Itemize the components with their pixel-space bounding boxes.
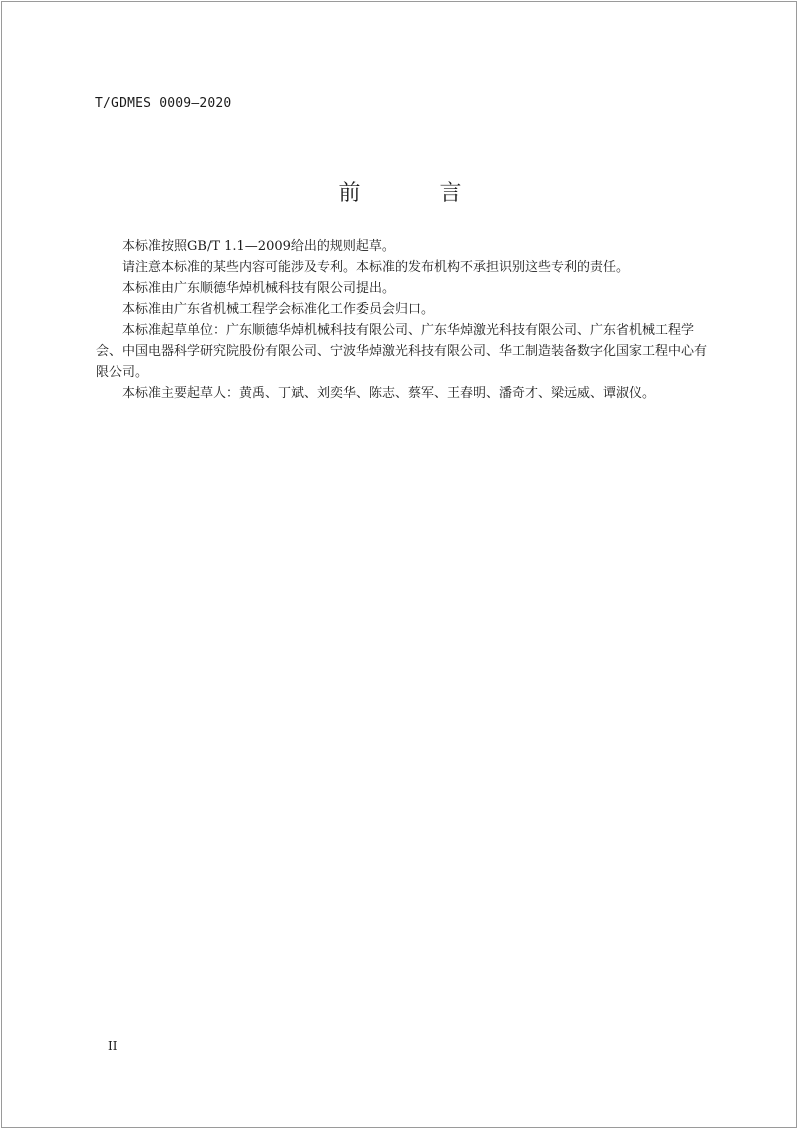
page-border bbox=[1, 1, 797, 1128]
paragraph-centralized-by: 本标准由广东省机械工程学会标准化工作委员会归口。 bbox=[122, 302, 435, 317]
standard-code: T/GDMES 0009—2020 bbox=[95, 96, 232, 111]
paragraph-drafters: 本标准主要起草人：黄禹、丁斌、刘奕华、陈志、蔡军、王春明、潘奇才、梁远威、谭淑仪。 bbox=[122, 386, 656, 401]
paragraph-proposer: 本标准由广东顺德华焯机械科技有限公司提出。 bbox=[122, 281, 396, 296]
section-title: 前 言 bbox=[338, 181, 498, 206]
foreword-body bbox=[96, 236, 708, 404]
paragraph-drafting-units: 本标准起草单位：广东顺德华焯机械科技有限公司、广东华焯激光科技有限公司、广东省机械工程学会、中国电器科学研究院股份有限公司、宁波华焯激光科技有限公司、华工制造装备数字化国家工程中心有限公司。 bbox=[96, 323, 708, 380]
paragraph-drafting-rules: 本标准按照GB/T 1.1—2009给出的规则起草。 bbox=[122, 239, 395, 254]
page-number: II bbox=[108, 1039, 118, 1053]
paragraph-patent-notice: 请注意本标准的某些内容可能涉及专利。本标准的发布机构不承担识别这些专利的责任。 bbox=[122, 260, 630, 275]
